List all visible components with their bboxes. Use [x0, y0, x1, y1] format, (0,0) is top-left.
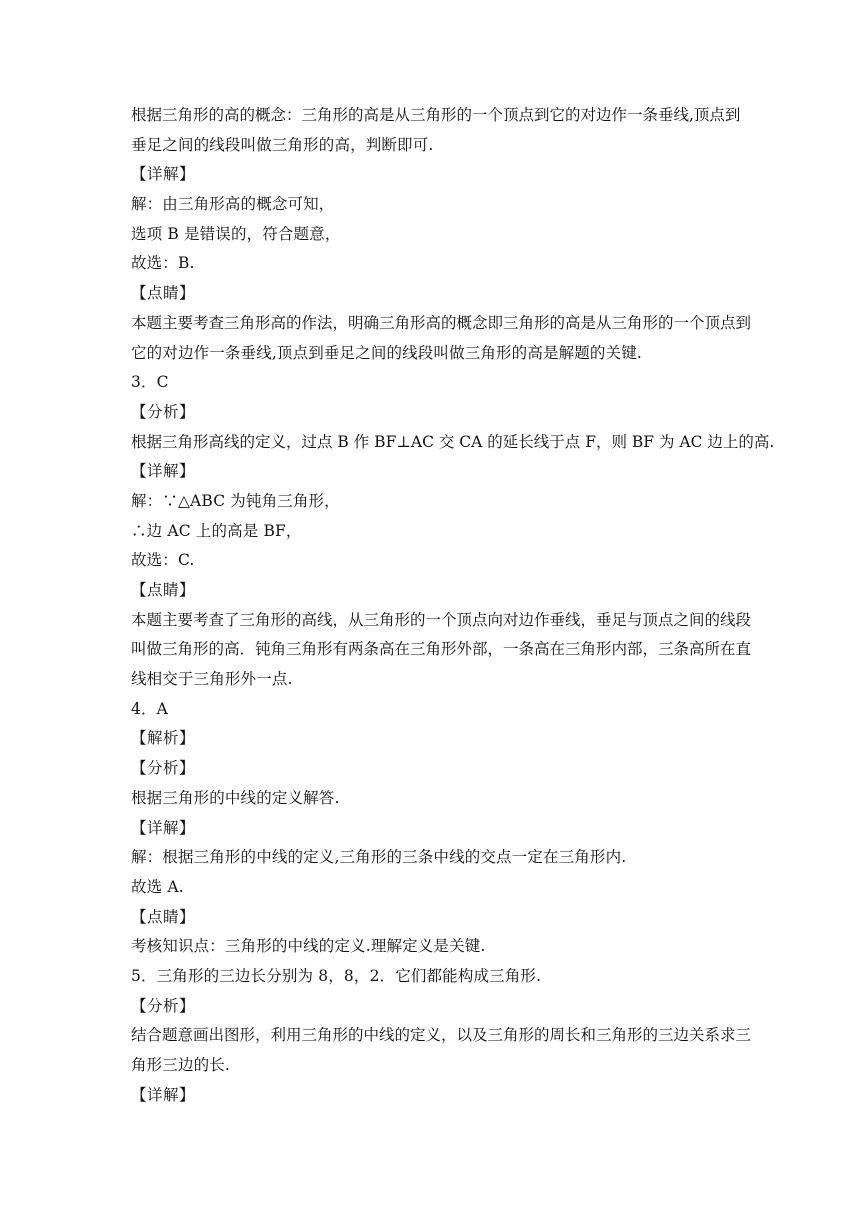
section-heading: 【详解】: [131, 165, 196, 184]
text-line: 根据三角形的中线的定义解答.: [131, 788, 340, 807]
section-heading: 【点睛】: [131, 284, 196, 303]
text-line: 3．C: [131, 373, 169, 392]
text-line: 根据三角形高线的定义，过点 B 作 BF⊥AC 交 CA 的延长线于点 F，则 BF 为 AC 边上的高.: [131, 432, 775, 451]
text-line: 选项 B 是错误的，符合题意，: [131, 224, 341, 243]
text-line: 解：由三角形高的概念可知，: [131, 195, 335, 214]
text-line: 结合题意画出图形，利用三角形的中线的定义，以及三角形的周长和三角形的三边关系求三: [131, 1026, 752, 1045]
text-line: 本题主要考查三角形高的作法，明确三角形高的概念即三角形的高是从三角形的一个顶点到: [131, 313, 752, 332]
text-line: 它的对边作一条垂线,顶点到垂足之间的线段叫做三角形的高是解题的关键.: [131, 343, 642, 362]
section-heading: 【点睛】: [131, 907, 196, 926]
section-heading: 【详解】: [131, 462, 196, 481]
section-heading: 【分析】: [131, 996, 196, 1015]
section-heading: 【分析】: [131, 759, 196, 778]
text-line: 故选：C.: [131, 551, 195, 570]
text-line: 角形三边的长.: [131, 1056, 230, 1074]
section-heading: 【解析】: [131, 729, 196, 748]
text-line: 考核知识点：三角形的中线的定义.理解定义是关键.: [131, 937, 486, 956]
section-heading: 【点睛】: [131, 581, 196, 599]
section-heading: 【详解】: [131, 1085, 196, 1104]
text-line: 叫做三角形的高．钝角三角形有两条高在三角形外部，一条高在三角形内部，三条高所在直: [131, 640, 752, 659]
text-line: 故选：B.: [131, 254, 195, 273]
text-line: 5．三角形的三边长分别为 8，8，2．它们都能构成三角形.: [131, 966, 542, 985]
text-line: 4．A: [131, 699, 169, 718]
text-line: 垂足之间的线段叫做三角形的高，判断即可.: [131, 135, 434, 154]
text-line: 本题主要考查了三角形的高线，从三角形的一个顶点向对边作垂线，垂足与顶点之间的线段: [131, 610, 752, 629]
text-line: ∴边 AC 上的高是 BF，: [131, 521, 302, 540]
section-heading: 【详解】: [131, 818, 196, 837]
text-line: 解：根据三角形的中线的定义,三角形的三条中线的交点一定在三角形内.: [131, 848, 627, 867]
text-line: 根据三角形的高的概念：三角形的高是从三角形的一个顶点到它的对边作一条垂线,顶点到: [131, 106, 741, 124]
document-body: [131, 101, 775, 1110]
text-line: 线相交于三角形外一点.: [131, 670, 293, 689]
section-heading: 【分析】: [131, 402, 196, 421]
text-line: 故选 A.: [131, 877, 184, 896]
text-line: 解：∵△ABC 为钝角三角形，: [131, 491, 340, 510]
